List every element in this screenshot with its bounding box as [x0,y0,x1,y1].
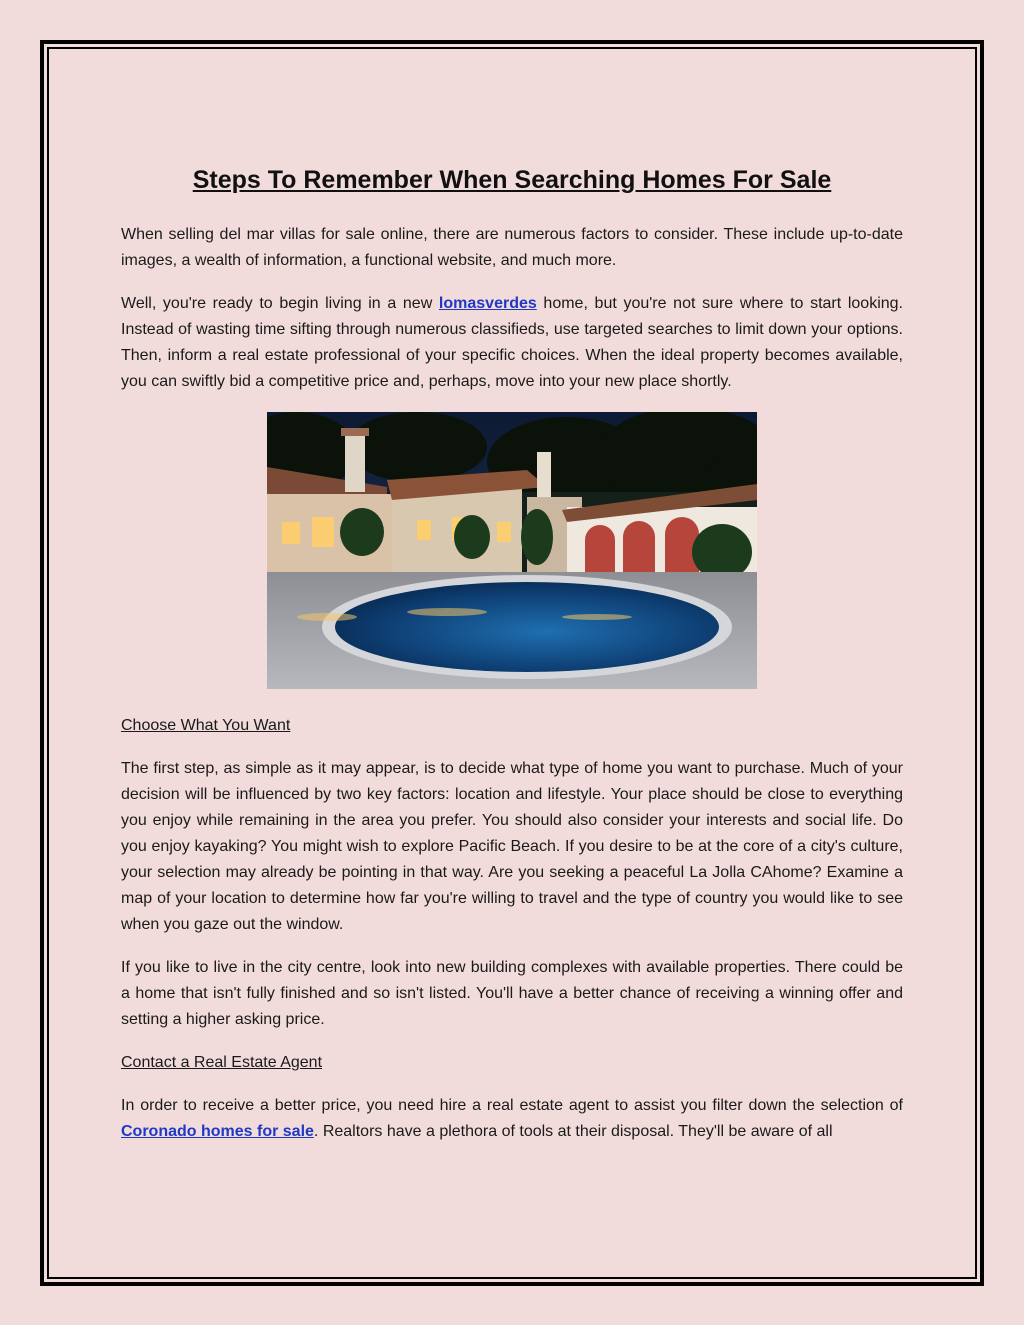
coronado-homes-link[interactable]: Coronado homes for sale [121,1123,314,1140]
paragraph-2 [121,291,903,395]
intro-paragraph: When selling del mar villas for sale online, there are numerous factors to consider. These include up-to-date images, a wealth of information, a functional website, and much more. [121,226,903,269]
page-title: Steps To Remember When Searching Homes For Sale [192,166,832,194]
document-body [121,160,903,1162]
paragraph-2-text-b: home, but you're not sure where to start looking. Instead of wasting time sifting through numerous classifieds, use targeted searches to limit down your options. Then, inform a real estate professional of your specific choices. When the ideal property becomes available, you can swiftly bid a competitive price and, perhaps, move into your new place shortly. [121,295,904,390]
villa-pool-night-photo [267,412,757,689]
section1-paragraph-1: The first step, as simple as it may appear, is to decide what type of home you want to purchase. Much of your decision will be influenced by two key factors: location and lifestyle. Your place should be close to everything you enjoy while remaining in the area you prefer. You should also consider your interests and social life. Do you enjoy kayaking? You might wish to explore Pacific Beach. If you desire to be at the core of a city's culture, your selection may already be pointing in that way. Are you seeking a peaceful La Jolla CAhome? Examine a map of your location to determine how far you're willing to travel and the type of country you would like to see when you gaze out the window. [121,760,903,933]
paragraph-2-text-a: Well, you're ready to begin living in a new [121,295,439,312]
section2-text-a: In order to receive a better price, you need hire a real estate agent to assist you filter down the selection of [121,1097,903,1114]
photo-container [121,412,903,689]
section2-text-b: . Realtors have a plethora of tools at their disposal. They'll be aware of all [313,1123,833,1140]
section-heading-contact: Contact a Real Estate Agent [121,1054,323,1071]
section2-paragraph [121,1093,903,1145]
section-heading-choose: Choose What You Want [121,717,291,734]
section1-paragraph-2: If you like to live in the city centre, look into new building complexes with available properties. There could be a home that isn't fully finished and so isn't listed. You'll have a better chance of receiving a winning offer and setting a higher asking price. [121,959,903,1028]
lomasverdes-link[interactable]: lomasverdes [438,295,537,312]
